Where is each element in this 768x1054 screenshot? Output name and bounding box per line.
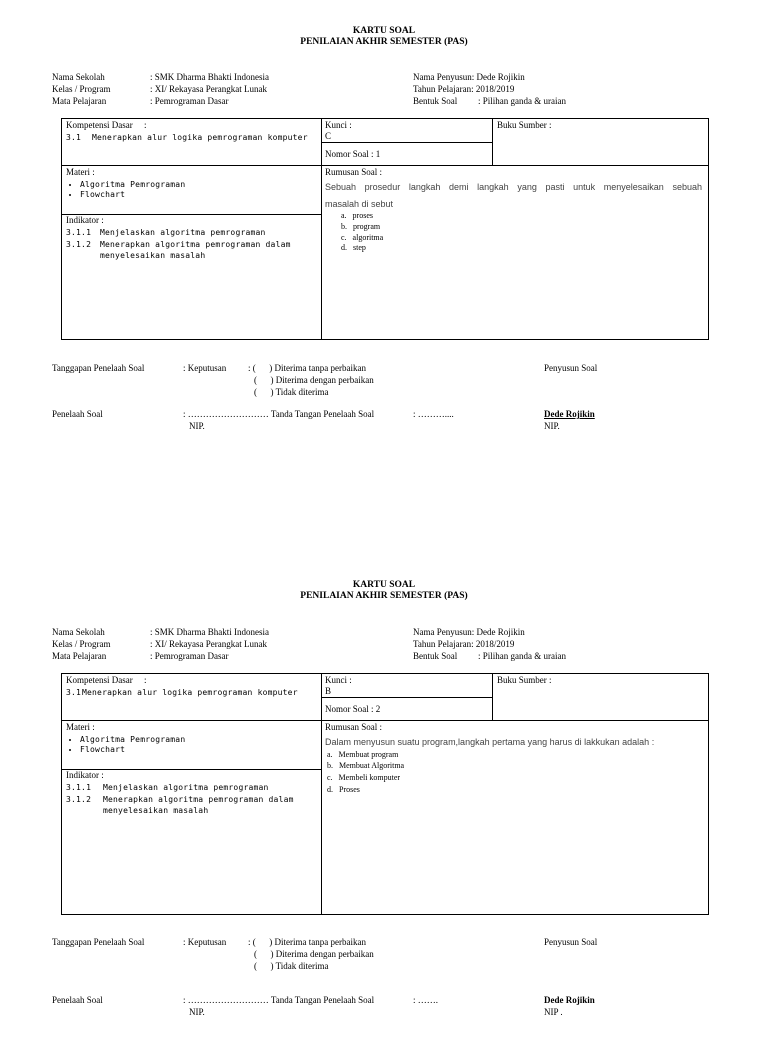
kd-text: Menerapkan alur logika pemrograman komputer [82, 688, 298, 697]
tanggapan-label: Tanggapan Penelaah Soal [52, 937, 145, 947]
tahun-info: Tahun Pelajaran: 2018/2019 [413, 639, 515, 649]
card-title: KARTU SOAL [352, 580, 416, 590]
mapel-label: Mata Pelajaran [52, 96, 107, 106]
kd-number: 3.1 [66, 133, 82, 142]
question-text-cont: masalah di sebut [325, 199, 394, 209]
kartu-soal-1 [0, 0, 768, 500]
materi-item: • Algoritma Pemrograman [80, 735, 185, 745]
keputusan-option-2: ( ) Diterima dengan perbaikan [254, 375, 374, 385]
materi-label: Materi : [66, 167, 95, 177]
nip-right: NIP . [544, 1007, 563, 1017]
materi-label: Materi : [66, 722, 95, 732]
rumusan-label: Rumusan Soal : [325, 167, 383, 177]
option-d: d. step [341, 243, 366, 252]
kelas-value: : XI/ Rekayasa Perangkat Lunak [150, 639, 267, 649]
option-c: c. Membeli komputer [327, 773, 401, 782]
penelaah-signature-line: : ……………………… Tanda Tangan Penelaah Soal [183, 409, 375, 419]
tanggapan-label: Tanggapan Penelaah Soal [52, 363, 145, 373]
kd-text: Menerapkan alur logika pemrograman komputer [92, 133, 308, 142]
ttd-dots: : ……. [413, 995, 439, 1005]
penyusun-soal-label: Penyusun Soal [544, 937, 598, 947]
signer-name: Dede Rojikin [544, 995, 595, 1005]
penyusun-info: Nama Penyusun: Dede Rojikin [413, 72, 525, 82]
indikator-1-text: Menjelaskan algoritma pemrograman [100, 228, 266, 237]
option-a: a. proses [341, 211, 373, 220]
kunci-value: B [325, 686, 332, 696]
kelas-label: Kelas / Program [52, 84, 111, 94]
keputusan-option-3: ( ) Tidak diterima [254, 387, 329, 397]
rumusan-label: Rumusan Soal : [325, 722, 383, 732]
kelas-label: Kelas / Program [52, 639, 111, 649]
nomor-soal: Nomor Soal : 2 [325, 704, 381, 714]
card-subtitle: PENILAIAN AKHIR SEMESTER (PAS) [300, 591, 468, 601]
indikator-2-number: 3.1.2 [66, 240, 92, 249]
bentuk-value: : Pilihan ganda & uraian [478, 96, 566, 106]
kd-label: Kompetensi Dasar : [66, 120, 147, 130]
nama-sekolah-value: : SMK Dharma Bhakti Indonesia [150, 627, 269, 637]
keputusan-label: : Keputusan [183, 363, 227, 373]
card-subtitle: PENILAIAN AKHIR SEMESTER (PAS) [300, 37, 468, 47]
signer-name: Dede Rojikin [544, 409, 595, 419]
keputusan-label: : Keputusan [183, 937, 227, 947]
materi-item: • Algoritma Pemrograman [80, 180, 185, 190]
materi-list [66, 180, 185, 200]
nama-sekolah-label: Nama Sekolah [52, 627, 105, 637]
bentuk-label: Bentuk Soal [413, 96, 458, 106]
keputusan-option-1: : ( ) Diterima tanpa perbaikan [248, 937, 366, 947]
nama-sekolah-label: Nama Sekolah [52, 72, 105, 82]
bentuk-label: Bentuk Soal [413, 651, 458, 661]
indikator-1-text: Menjelaskan algoritma pemrograman [103, 783, 269, 792]
keputusan-option-1: : ( ) Diterima tanpa perbaikan [248, 363, 366, 373]
bentuk-value: : Pilihan ganda & uraian [478, 651, 566, 661]
option-c: c. algoritma [341, 233, 384, 242]
indikator-1-number: 3.1.1 [66, 783, 92, 792]
kunci-label: Kunci : [325, 120, 352, 130]
penelaah-signature-line: : ……………………… Tanda Tangan Penelaah Soal [183, 995, 375, 1005]
indikator-2-text: Menerapkan algoritma pemrograman dalam [103, 795, 294, 804]
question-text: Dalam menyusun suatu program,langkah pertama yang harus di lakkukan adalah : [325, 737, 655, 747]
indikator-label: Indikator : [66, 770, 104, 780]
nip-left: NIP. [189, 421, 205, 431]
penyusun-soal-label: Penyusun Soal [544, 363, 598, 373]
nomor-soal: Nomor Soal : 1 [325, 149, 381, 159]
option-d: d. Proses [327, 785, 360, 794]
option-a: a. Membuat program [327, 750, 399, 759]
card-title: KARTU SOAL [352, 26, 416, 36]
kelas-value: : XI/ Rekayasa Perangkat Lunak [150, 84, 267, 94]
indikator-label: Indikator : [66, 215, 104, 225]
indikator-1-number: 3.1.1 [66, 228, 92, 237]
mapel-value: : Pemrograman Dasar [150, 96, 229, 106]
buku-sumber-label: Buku Sumber : [497, 675, 552, 685]
mapel-label: Mata Pelajaran [52, 651, 107, 661]
question-text: Sebuah prosedur langkah demi langkah yang pasti untuk menyelesaikan sebuah [325, 182, 702, 192]
penyusun-info: Nama Penyusun: Dede Rojikin [413, 627, 525, 637]
mapel-value: : Pemrograman Dasar [150, 651, 229, 661]
kunci-label: Kunci : [325, 675, 352, 685]
option-b: b. program [341, 222, 381, 231]
nip-left: NIP. [189, 1007, 205, 1017]
indikator-2-text-cont: menyelesaikan masalah [100, 251, 206, 260]
tahun-info: Tahun Pelajaran: 2018/2019 [413, 84, 515, 94]
option-b: b. Membuat Algoritma [327, 761, 405, 770]
materi-list [66, 735, 185, 755]
materi-item: • Flowchart [80, 745, 185, 755]
penelaah-label: Penelaah Soal [52, 995, 103, 1005]
indikator-2-number: 3.1.2 [66, 795, 92, 804]
keputusan-option-3: ( ) Tidak diterima [254, 961, 329, 971]
buku-sumber-label: Buku Sumber : [497, 120, 552, 130]
kd-number: 3.1 [66, 688, 82, 697]
keputusan-option-2: ( ) Diterima dengan perbaikan [254, 949, 374, 959]
kartu-soal-2 [0, 554, 768, 1054]
materi-item: • Flowchart [80, 190, 185, 200]
kunci-value: C [325, 131, 332, 141]
indikator-2-text: Menerapkan algoritma pemrograman dalam [100, 240, 291, 249]
nip-right: NIP. [544, 421, 560, 431]
penelaah-label: Penelaah Soal [52, 409, 103, 419]
kd-label: Kompetensi Dasar : [66, 675, 147, 685]
indikator-2-text-cont: menyelesaikan masalah [103, 806, 209, 815]
nama-sekolah-value: : SMK Dharma Bhakti Indonesia [150, 72, 269, 82]
ttd-dots: : ……….... [413, 409, 454, 419]
